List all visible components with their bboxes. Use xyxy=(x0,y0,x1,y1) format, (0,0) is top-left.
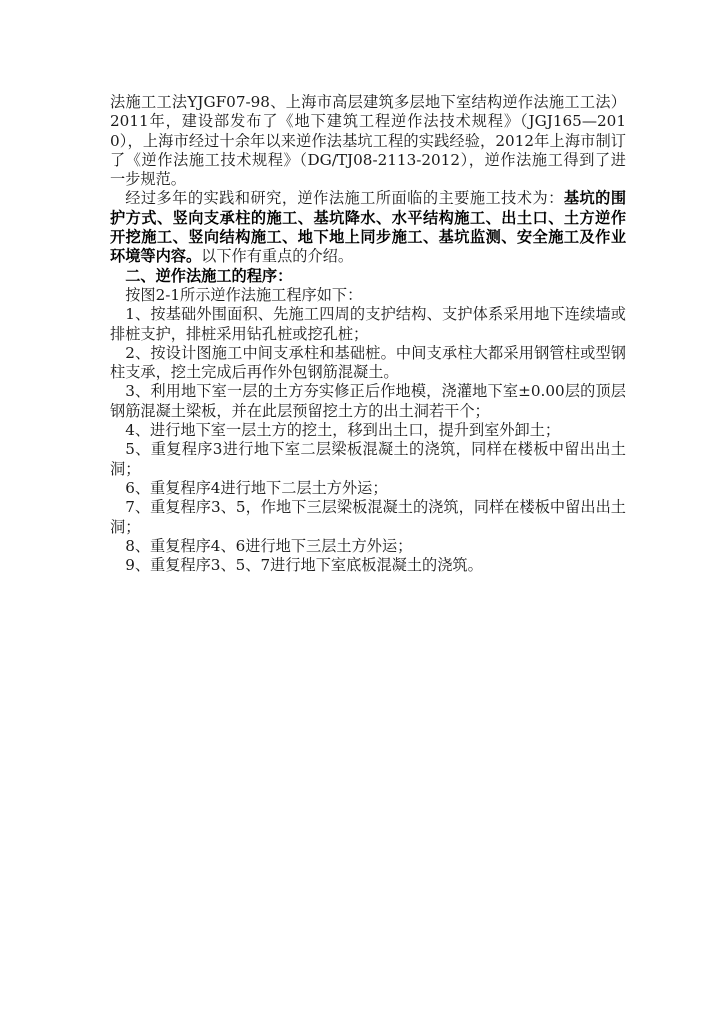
procedure-step-5: 5、重复程序3进行地下室二层梁板混凝土的浇筑，同样在楼板中留出出土洞； xyxy=(110,440,626,478)
procedure-step-4: 4、进行地下室一层土方的挖土，移到出土口，提升到室外卸土； xyxy=(125,421,561,440)
intro-paragraph: 法施工工法YJGF07-98、上海市高层建筑多层地下室结构逆作法施工工法）2011年，建设部发布了《地下建筑工程逆作法技术规程》（JGJ165—2010），上海市经过十余年以来逆作法基坑工程的实践经验，2012年上海市制订了《逆作法施工技术规程》（DG/TJ08-2113-2012），逆作法施工得到了进一步规范。 xyxy=(110,93,626,189)
technology-tail-text: 以下作有重点的介绍。 xyxy=(201,247,353,266)
procedure-step-2: 2、按设计图施工中间支承柱和基础桩。中间支承柱大都采用钢管柱或型钢柱支承，挖土完成后再作外包钢筋混凝土。 xyxy=(110,343,626,382)
procedure-step-1: 1、按基础外围面积、先施工四周的支护结构、支护体系采用地下连续墙或排桩支护，排桩采用钻孔桩或挖孔桩； xyxy=(110,305,626,343)
procedure-step-7: 7、重复程序3、5，作地下三层梁板混凝土的浇筑，同样在楼板中留出出土洞； xyxy=(110,498,626,536)
procedure-step-3: 3、利用地下室一层的土方夯实修正后作地模，浇灌地下室±0.00层的顶层钢筋混凝土梁板，并在此层预留挖土方的出土洞若干个； xyxy=(110,382,626,420)
procedure-intro: 按图2-1所示逆作法施工程序如下： xyxy=(125,285,363,304)
section-heading: 二、逆作法施工的程序： xyxy=(125,266,293,285)
technology-lead-text: 经过多年的实践和研究，逆作法施工所面临的主要施工技术为： xyxy=(125,189,564,208)
document-page xyxy=(110,93,626,575)
procedure-step-6: 6、重复程序4进行地下二层土方外运； xyxy=(125,478,388,497)
procedure-step-9: 9、重复程序3、5、7进行地下室底板混凝土的浇筑。 xyxy=(125,556,483,575)
technology-paragraph xyxy=(110,189,626,266)
procedure-step-8: 8、重复程序4、6进行地下三层土方外运； xyxy=(125,536,413,555)
technology-bold-list: 基坑的围护方式、竖向支承柱的施工、基坑降水、水平结构施工、出土口、土方逆作开挖施工、竖向结构施工、地下地上同步施工、基坑监测、安全施工及作业环境等内容。 xyxy=(110,189,627,266)
